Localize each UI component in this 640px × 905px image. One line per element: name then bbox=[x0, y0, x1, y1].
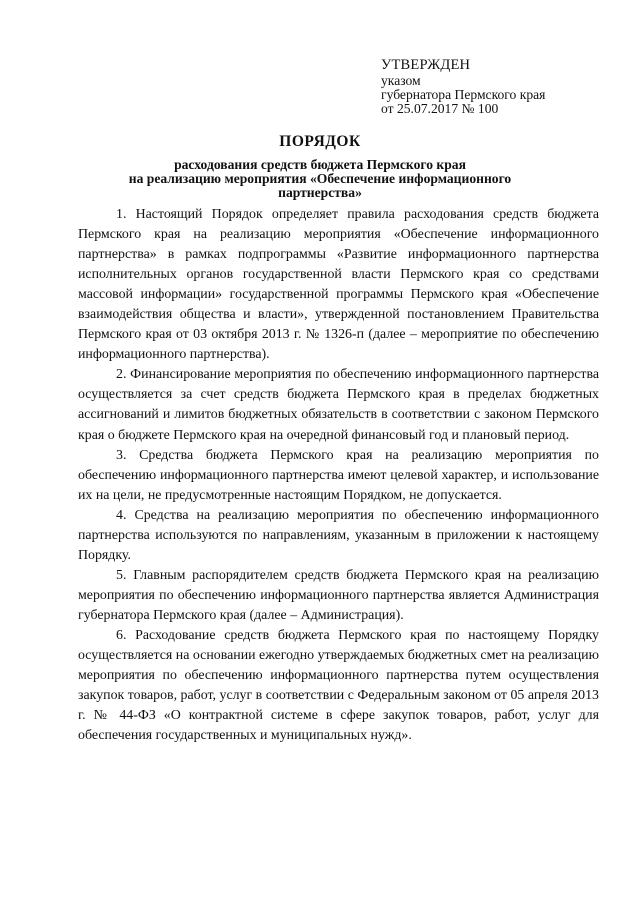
heading-line-3: партнерства» bbox=[278, 185, 362, 200]
document-body bbox=[78, 205, 599, 746]
heading-line-2: на реализацию мероприятия «Обеспечение информационного bbox=[128, 171, 512, 186]
approval-line-governor: губернатора Пермского края bbox=[381, 87, 546, 102]
heading-line-1: расходования средств бюджета Пермского края bbox=[174, 157, 466, 172]
document-title: ПОРЯДОК bbox=[279, 133, 361, 150]
paragraph-6: 6. Расходование средств бюджета Пермского края по настоящему Порядку осуществляется на основании ежегодно утверждаемых бюджетных смет на реализацию мероприятия по обеспечению информационного партнерства путем осуществления закупок товаров, работ, услуг в соответствии с Федеральным законом от 05 апреля 2013 г. № 44-ФЗ «О контрактной системе в сфере закупок товаров, работ, услуг для обеспечения государственных и муниципальных нужд». bbox=[78, 627, 599, 744]
approval-line-decree: указом bbox=[381, 73, 421, 88]
paragraph-4: 4. Средства на реализацию мероприятия по обеспечению информационного партнерства используются по направлениям, указанным в приложении к настоящему Порядку. bbox=[78, 507, 599, 563]
approval-stamp bbox=[381, 58, 621, 116]
paragraph-1: 1. Настоящий Порядок определяет правила расходования средств бюджета Пермского края на реализацию мероприятия «Обеспечение информационного партнерства» в рамках подпрограммы «Развитие информационного партнерства исполнительных органов государственной власти Пермского края со средствами массовой информации» государственной программы Пермского края «Обеспечение взаимодействия общества и власти», утвержденной постановлением Правительства Пермского края от 03 октября 2013 г. № 1326-п (далее – мероприятие по обеспечению информационного партнерства). bbox=[78, 207, 599, 363]
paragraph-2: 2. Финансирование мероприятия по обеспечению информационного партнерства осуществляется за счет средств бюджета Пермского края в пределах бюджетных ассигнований и лимитов бюджетных обязательств в соответствии с законом Пермского края о бюджете Пермского края на очередной финансовый год и плановый период. bbox=[78, 367, 599, 443]
paragraph-5: 5. Главным распорядителем средств бюджета Пермского края на реализацию мероприятия по обеспечению информационного партнерства является Администрация губернатора Пермского края (далее – Администрация). bbox=[78, 567, 599, 623]
paragraph-3: 3. Средства бюджета Пермского края на реализацию мероприятия по обеспечению информационного партнерства имеют целевой характер, и использование их на цели, не предусмотренные настоящим Порядком, не допускается. bbox=[78, 447, 599, 503]
approval-title: УТВЕРЖДЕН bbox=[381, 57, 471, 73]
approval-line-date: от 25.07.2017 № 100 bbox=[381, 101, 499, 116]
document-heading bbox=[60, 133, 580, 200]
